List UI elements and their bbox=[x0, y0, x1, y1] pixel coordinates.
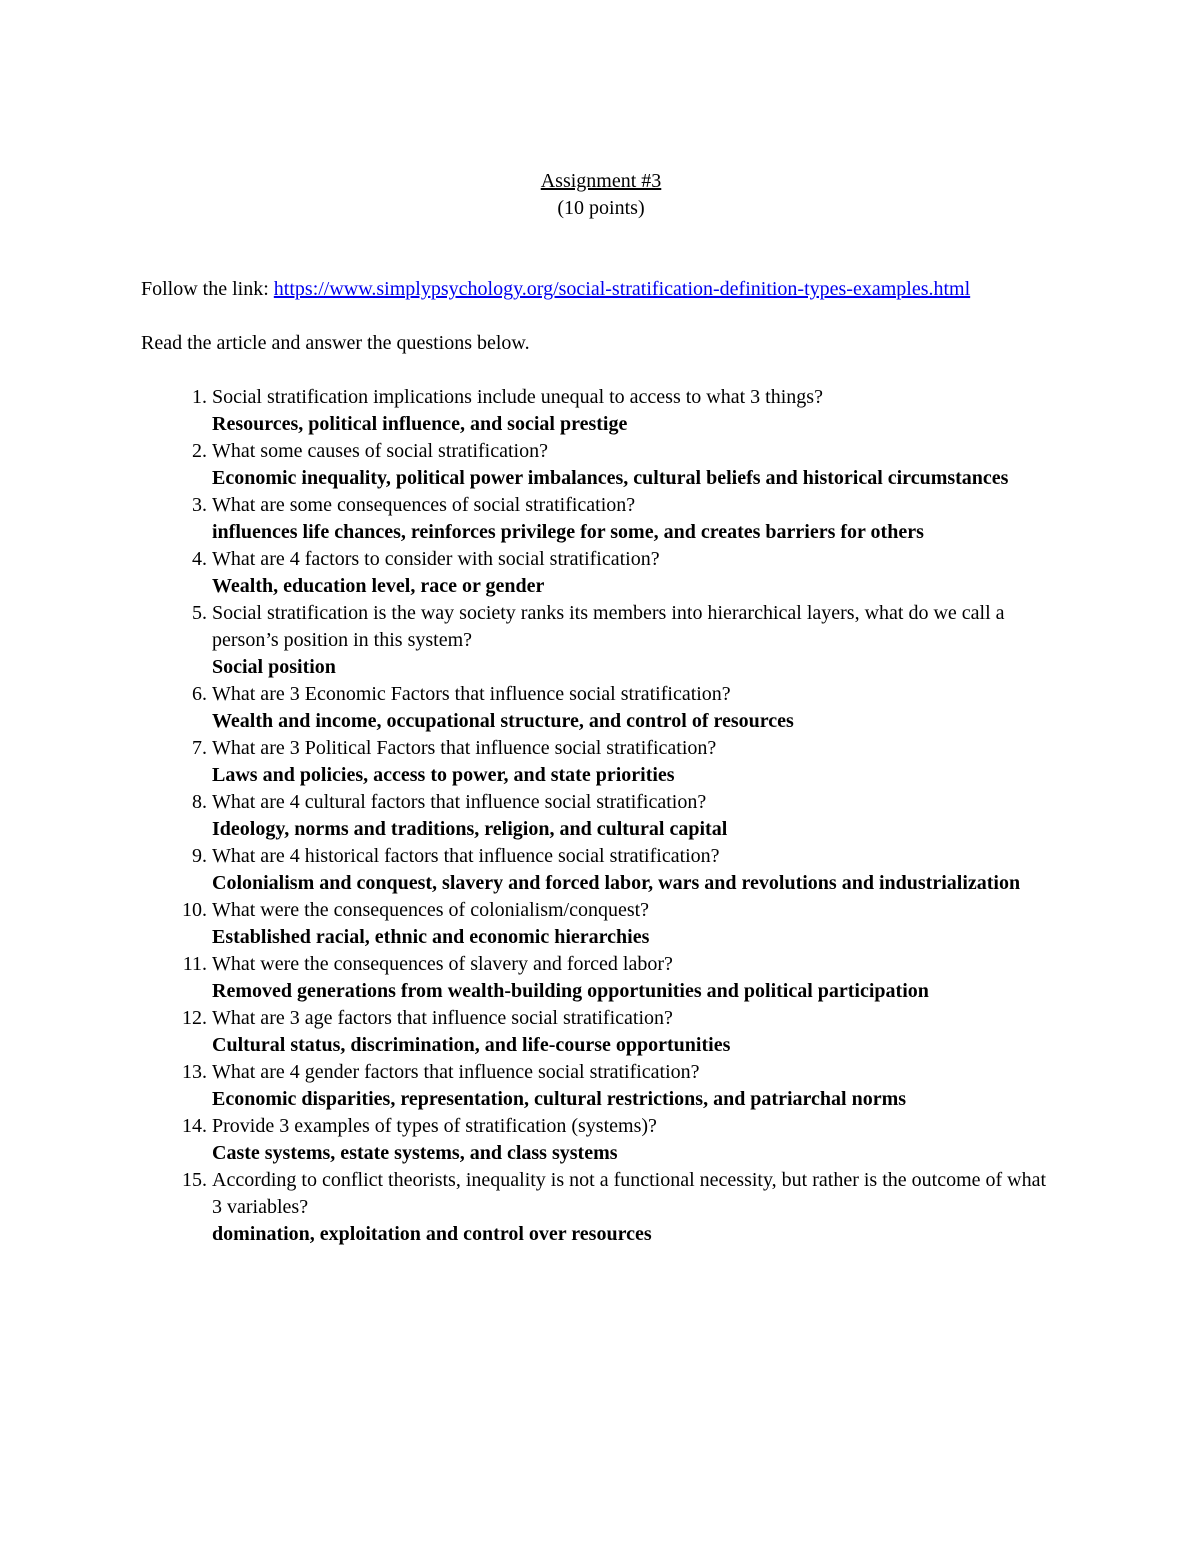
question-text: What are 3 age factors that influence social stratification? bbox=[212, 1007, 673, 1029]
question-number: 8. bbox=[192, 791, 207, 813]
answer-text: Wealth, education level, race or gender bbox=[212, 575, 545, 597]
question-text: What are 4 historical factors that influence social stratification? bbox=[212, 845, 720, 867]
link-paragraph bbox=[141, 276, 1061, 303]
question-text: What are 3 Economic Factors that influence social stratification? bbox=[212, 683, 731, 705]
question-item bbox=[141, 1059, 1061, 1113]
question-item bbox=[141, 681, 1061, 735]
question-text: Provide 3 examples of types of stratification (systems)? bbox=[212, 1115, 657, 1137]
question-text: According to conflict theorists, inequality is not a functional necessity, but rather is the outcome of what 3 variables? bbox=[212, 1169, 1047, 1218]
question-number: 9. bbox=[192, 845, 207, 867]
question-text: What some causes of social stratification? bbox=[212, 440, 548, 462]
document-page bbox=[141, 168, 1061, 1248]
answer-text: Established racial, ethnic and economic hierarchies bbox=[212, 926, 650, 948]
question-text: Social stratification implications include unequal to access to what 3 things? bbox=[212, 386, 823, 408]
question-text: What are some consequences of social stratification? bbox=[212, 494, 636, 516]
question-number: 4. bbox=[192, 548, 207, 570]
answer-text: Ideology, norms and traditions, religion, and cultural capital bbox=[212, 818, 728, 840]
question-item bbox=[141, 492, 1061, 546]
instructions-text: Read the article and answer the questions below. bbox=[141, 332, 530, 354]
question-number: 14. bbox=[182, 1115, 207, 1137]
question-list bbox=[141, 384, 1061, 1248]
answer-text: domination, exploitation and control over resources bbox=[212, 1223, 652, 1245]
question-number: 5. bbox=[192, 602, 207, 624]
question-item bbox=[141, 546, 1061, 600]
question-number: 1. bbox=[192, 386, 207, 408]
question-text: What are 4 cultural factors that influence social stratification? bbox=[212, 791, 707, 813]
question-text: What were the consequences of slavery and forced labor? bbox=[212, 953, 673, 975]
question-number: 6. bbox=[192, 683, 207, 705]
answer-text: Cultural status, discrimination, and life-course opportunities bbox=[212, 1034, 731, 1056]
assignment-title: Assignment #3 bbox=[540, 170, 662, 192]
question-text: What were the consequences of colonialism/conquest? bbox=[212, 899, 650, 921]
question-item bbox=[141, 951, 1061, 1005]
question-text: What are 4 gender factors that influence social stratification? bbox=[212, 1061, 700, 1083]
link-prefix: Follow the link: bbox=[141, 278, 274, 300]
question-number: 2. bbox=[192, 440, 207, 462]
question-item bbox=[141, 843, 1061, 897]
question-number: 7. bbox=[192, 737, 207, 759]
answer-text: Colonialism and conquest, slavery and forced labor, wars and revolutions and industrialization bbox=[212, 872, 1021, 894]
question-number: 13. bbox=[182, 1061, 207, 1083]
question-number: 11. bbox=[182, 953, 207, 975]
answer-text: Economic inequality, political power imbalances, cultural beliefs and historical circumstances bbox=[212, 467, 1009, 489]
question-text: What are 4 factors to consider with social stratification? bbox=[212, 548, 660, 570]
question-number: 3. bbox=[192, 494, 207, 516]
question-item bbox=[141, 1167, 1061, 1248]
question-item bbox=[141, 1005, 1061, 1059]
question-item bbox=[141, 897, 1061, 951]
question-text: Social stratification is the way society ranks its members into hierarchical layers, what do we call a person’s position in this system? bbox=[212, 602, 1005, 651]
question-item bbox=[141, 600, 1061, 681]
answer-text: Economic disparities, representation, cultural restrictions, and patriarchal norms bbox=[212, 1088, 907, 1110]
answer-text: Removed generations from wealth-building opportunities and political participation bbox=[212, 980, 929, 1002]
answer-text: Wealth and income, occupational structure, and control of resources bbox=[212, 710, 794, 732]
question-item bbox=[141, 384, 1061, 438]
answer-text: influences life chances, reinforces privilege for some, and creates barriers for others bbox=[212, 521, 924, 543]
question-item bbox=[141, 1113, 1061, 1167]
question-number: 10. bbox=[182, 899, 207, 921]
question-number: 15. bbox=[182, 1169, 207, 1191]
question-text: What are 3 Political Factors that influence social stratification? bbox=[212, 737, 717, 759]
question-item bbox=[141, 735, 1061, 789]
answer-text: Laws and policies, access to power, and state priorities bbox=[212, 764, 675, 786]
article-link[interactable]: https://www.simplypsychology.org/social-stratification-definition-types-examples.html bbox=[273, 278, 971, 300]
answer-text: Resources, political influence, and social prestige bbox=[212, 413, 628, 435]
answer-text: Social position bbox=[212, 656, 336, 678]
answer-text: Caste systems, estate systems, and class systems bbox=[212, 1142, 618, 1164]
question-item bbox=[141, 438, 1061, 492]
question-item bbox=[141, 789, 1061, 843]
question-number: 12. bbox=[182, 1007, 207, 1029]
points-subtitle: (10 points) bbox=[557, 197, 645, 219]
